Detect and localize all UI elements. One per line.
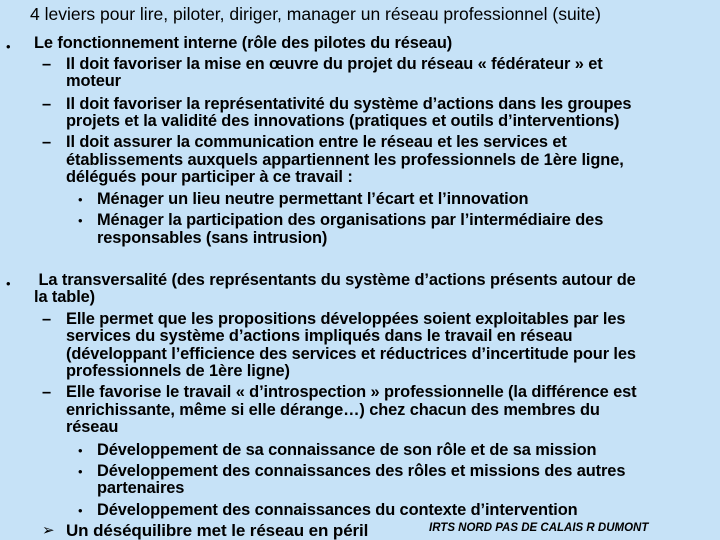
item-line: Il doit favoriser la mise en œuvre du projet du réseau « fédérateur » et	[66, 55, 603, 73]
dash-marker: –	[42, 310, 52, 328]
sub-bullet-icon: •	[78, 192, 83, 207]
sub-item-line: Ménager la participation des organisations par l’intermédiaire des	[97, 211, 604, 229]
item-line: services du système d’actions impliqués dans le travail en réseau	[66, 327, 573, 345]
item-line: professionnels de 1ère ligne)	[66, 362, 290, 380]
dash-marker: –	[42, 133, 52, 151]
sub-bullet-icon: •	[78, 464, 83, 479]
footer-credit: IRTS NORD PAS DE CALAIS R DUMONT	[429, 522, 649, 534]
sub-bullet-icon: •	[78, 443, 83, 458]
sub-bullet-icon: •	[78, 213, 83, 228]
bullet-icon: •	[6, 276, 11, 291]
sub-item-line: Développement de sa connaissance de son rôle et de sa mission	[97, 441, 597, 459]
sub-item-line: Développement des connaissances des rôles et missions des autres	[97, 462, 626, 480]
arrow-bullet-icon: ➢	[42, 521, 55, 539]
item-line: enrichissante, même si elle dérange…) chez chacun des membres du	[66, 401, 600, 419]
item-line: moteur	[66, 72, 121, 90]
sub-bullet-icon: •	[78, 503, 83, 518]
sub-item-line: Développement des connaissances du contexte d’intervention	[97, 501, 578, 519]
section-1-heading: Le fonctionnement interne (rôle des pilotes du réseau)	[34, 34, 453, 52]
conclusion-line: Un déséquilibre met le réseau en péril	[66, 521, 369, 540]
dash-marker: –	[42, 55, 52, 73]
item-line: Elle favorise le travail « d’introspection » professionnelle (la différence est	[66, 383, 637, 401]
section-2-heading: la table)	[34, 288, 96, 306]
dash-marker: –	[42, 383, 52, 401]
bullet-icon: •	[6, 39, 11, 54]
item-line: Elle permet que les propositions développées soient exploitables par les	[66, 310, 626, 328]
item-line: Il doit favoriser la représentativité du système d’actions dans les groupes	[66, 95, 632, 113]
item-line: projets et la validité des innovations (pratiques et outils d’interventions)	[66, 112, 620, 130]
dash-marker: –	[42, 95, 52, 113]
item-line: réseau	[66, 418, 119, 436]
sub-item-line: Ménager un lieu neutre permettant l’écart et l’innovation	[97, 190, 529, 208]
item-line: établissements auxquels appartiennent les professionnels de 1ère ligne,	[66, 151, 624, 169]
item-line: délégués pour participer à ce travail :	[66, 168, 353, 186]
sub-item-line: responsables (sans intrusion)	[97, 229, 328, 247]
item-line: Il doit assurer la communication entre le réseau et les services et	[66, 133, 567, 151]
slide-title: 4 leviers pour lire, piloter, diriger, manager un réseau professionnel (suite)	[30, 4, 601, 24]
sub-item-line: partenaires	[97, 479, 185, 497]
section-2-heading: La transversalité (des représentants du système d’actions présents autour de	[34, 271, 636, 289]
item-line: (développant l’efficience des services et réductrices d’incertitude pour les	[66, 345, 636, 363]
